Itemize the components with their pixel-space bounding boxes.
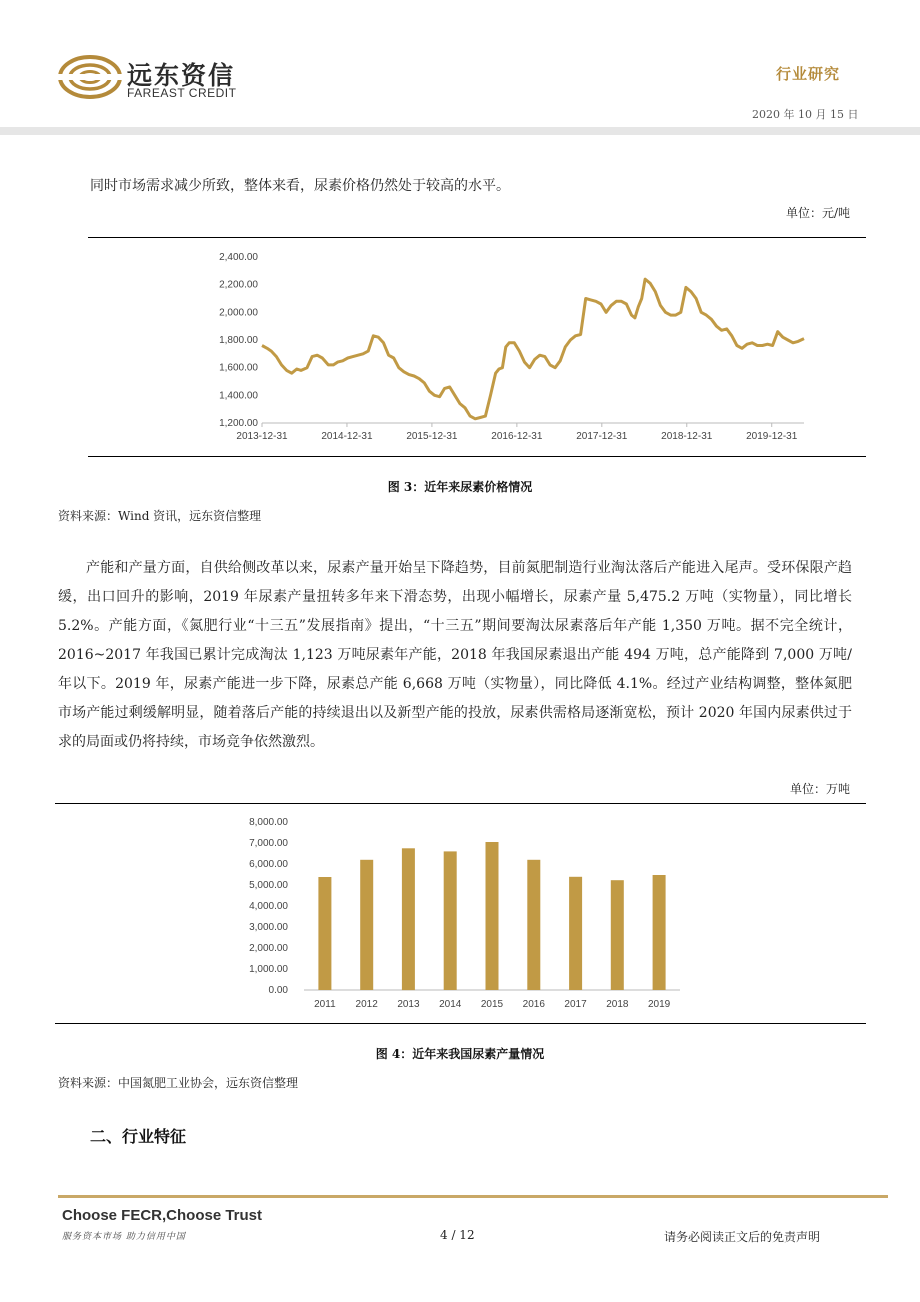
x-tick-label: 2011 xyxy=(314,999,336,1010)
figure4-unit: 单位：万吨 xyxy=(789,782,850,796)
figure3-unit: 单位：元/吨 xyxy=(785,206,850,220)
logo-emblem-icon xyxy=(55,52,125,102)
y-tick-label: 0.00 xyxy=(268,985,288,996)
figure3-bottom-rule xyxy=(88,456,866,457)
company-logo xyxy=(55,52,125,102)
figure3-source: 资料来源：Wind 资讯，远东资信整理 xyxy=(58,509,262,523)
y-tick-label: 7,000.00 xyxy=(249,838,288,849)
y-tick-label: 8,000.00 xyxy=(249,817,288,828)
x-tick-label: 2019 xyxy=(647,999,671,1010)
x-tick-label: 2019-12-31 xyxy=(746,431,798,442)
page-number: 4 / 12 xyxy=(440,1228,475,1242)
output-bar xyxy=(569,877,582,990)
output-bar xyxy=(402,848,415,990)
y-tick-label: 1,000.00 xyxy=(249,964,288,975)
y-tick-label: 2,400.00 xyxy=(219,252,258,263)
x-tick-label: 2018 xyxy=(606,999,629,1010)
output-bar xyxy=(611,880,624,990)
urea-output-bar-chart xyxy=(220,810,690,1015)
footer-rule xyxy=(58,1195,888,1198)
price-series-line xyxy=(262,279,804,419)
logo-english-name: FAREAST CREDIT xyxy=(127,86,237,100)
y-tick-label: 3,000.00 xyxy=(249,922,288,933)
footer-disclaimer: 请务必阅读正文后的免责声明 xyxy=(664,1230,821,1244)
y-tick-label: 2,000.00 xyxy=(249,943,288,954)
output-bar xyxy=(486,842,499,990)
x-tick-label: 2015-12-31 xyxy=(406,431,458,442)
y-tick-label: 2,000.00 xyxy=(219,307,258,319)
section-heading: 二、行业特征 xyxy=(90,1127,187,1146)
x-tick-label: 2015 xyxy=(480,999,504,1010)
figure3-caption: 图 3：近年来尿素价格情况 xyxy=(387,480,533,494)
header-band xyxy=(0,127,920,135)
footer-slogan-en: Choose FECR,Choose Trust xyxy=(62,1207,263,1224)
urea-price-line-chart xyxy=(200,245,820,450)
output-bar xyxy=(360,860,373,990)
y-tick-label: 1,200.00 xyxy=(219,418,258,429)
y-tick-label: 4,000.00 xyxy=(249,901,288,912)
figure4-bottom-rule xyxy=(55,1023,866,1024)
output-bar xyxy=(653,875,666,990)
logo-chinese-name: 远东资信 xyxy=(127,61,236,90)
y-tick-label: 5,000.00 xyxy=(249,880,288,891)
intro-text: 同时市场需求减少所致，整体来看，尿素价格仍然处于较高的水平。 xyxy=(90,178,510,194)
x-tick-label: 2013 xyxy=(397,999,420,1010)
x-tick-label: 2012 xyxy=(355,999,378,1010)
x-tick-label: 2018-12-31 xyxy=(661,431,713,442)
output-bar xyxy=(318,877,331,990)
x-tick-label: 2017-12-31 xyxy=(576,431,628,442)
x-tick-label: 2017 xyxy=(564,999,587,1010)
report-category: 行业研究 xyxy=(776,65,841,83)
x-tick-label: 2016 xyxy=(522,999,545,1010)
x-tick-label: 2014-12-31 xyxy=(321,431,373,442)
footer-slogan-cn: 服务资本市场 助力信用中国 xyxy=(62,1232,186,1242)
figure4-caption: 图 4：近年来我国尿素产量情况 xyxy=(375,1047,545,1061)
y-tick-label: 1,400.00 xyxy=(219,390,258,402)
figure4-source: 资料来源：中国氮肥工业协会，远东资信整理 xyxy=(58,1076,299,1090)
x-tick-label: 2014 xyxy=(439,999,462,1010)
y-tick-label: 1,800.00 xyxy=(219,335,258,346)
y-tick-label: 2,200.00 xyxy=(219,279,258,291)
report-date: 2020 年 10 月 15 日 xyxy=(752,108,859,121)
output-bar xyxy=(444,851,457,990)
output-bar xyxy=(527,860,540,990)
x-tick-label: 2013-12-31 xyxy=(236,431,288,442)
figure4-top-rule xyxy=(55,803,866,804)
y-tick-label: 1,600.00 xyxy=(219,362,258,374)
y-tick-label: 6,000.00 xyxy=(249,859,288,870)
figure3-top-rule xyxy=(88,237,866,238)
body-paragraph: 产能和产量方面，自供给侧改革以来，尿素产量开始呈下降趋势，目前氮肥制造行业淘汰落后产能进入尾声。受环保限产趋缓，出口回升的影响，2019 年尿素产量扭转多年来下滑态势，出现小幅增长，尿素产量 5,475.2 万吨（实物量），同比增长 5.2%。产能方面，《氮肥行业“十三五”发展指南》提出，“十三五”期间要淘汰尿素落后年产能 1,350 万吨。据不完全统计，2016~2017 年我国已累计完成淘汰 1,123 万吨尿素年产能，2018 年我国尿素退出产能 494 万吨，总产能降到 7,000 万吨/年以下。2019 年，尿素产能进一步下降，尿素总产能 6,668 万吨（实物量），同比降低 4.1%。经过产业结构调整，整体氮肥市场产能过剩缓解明显，随着落后产能的持续退出以及新型产能的投放，尿素供需格局逐渐宽松，预计 2020 年国内尿素供过于求的局面或仍将持续，市场竞争依然激烈。 xyxy=(58,560,852,750)
x-tick-label: 2016-12-31 xyxy=(491,431,543,442)
